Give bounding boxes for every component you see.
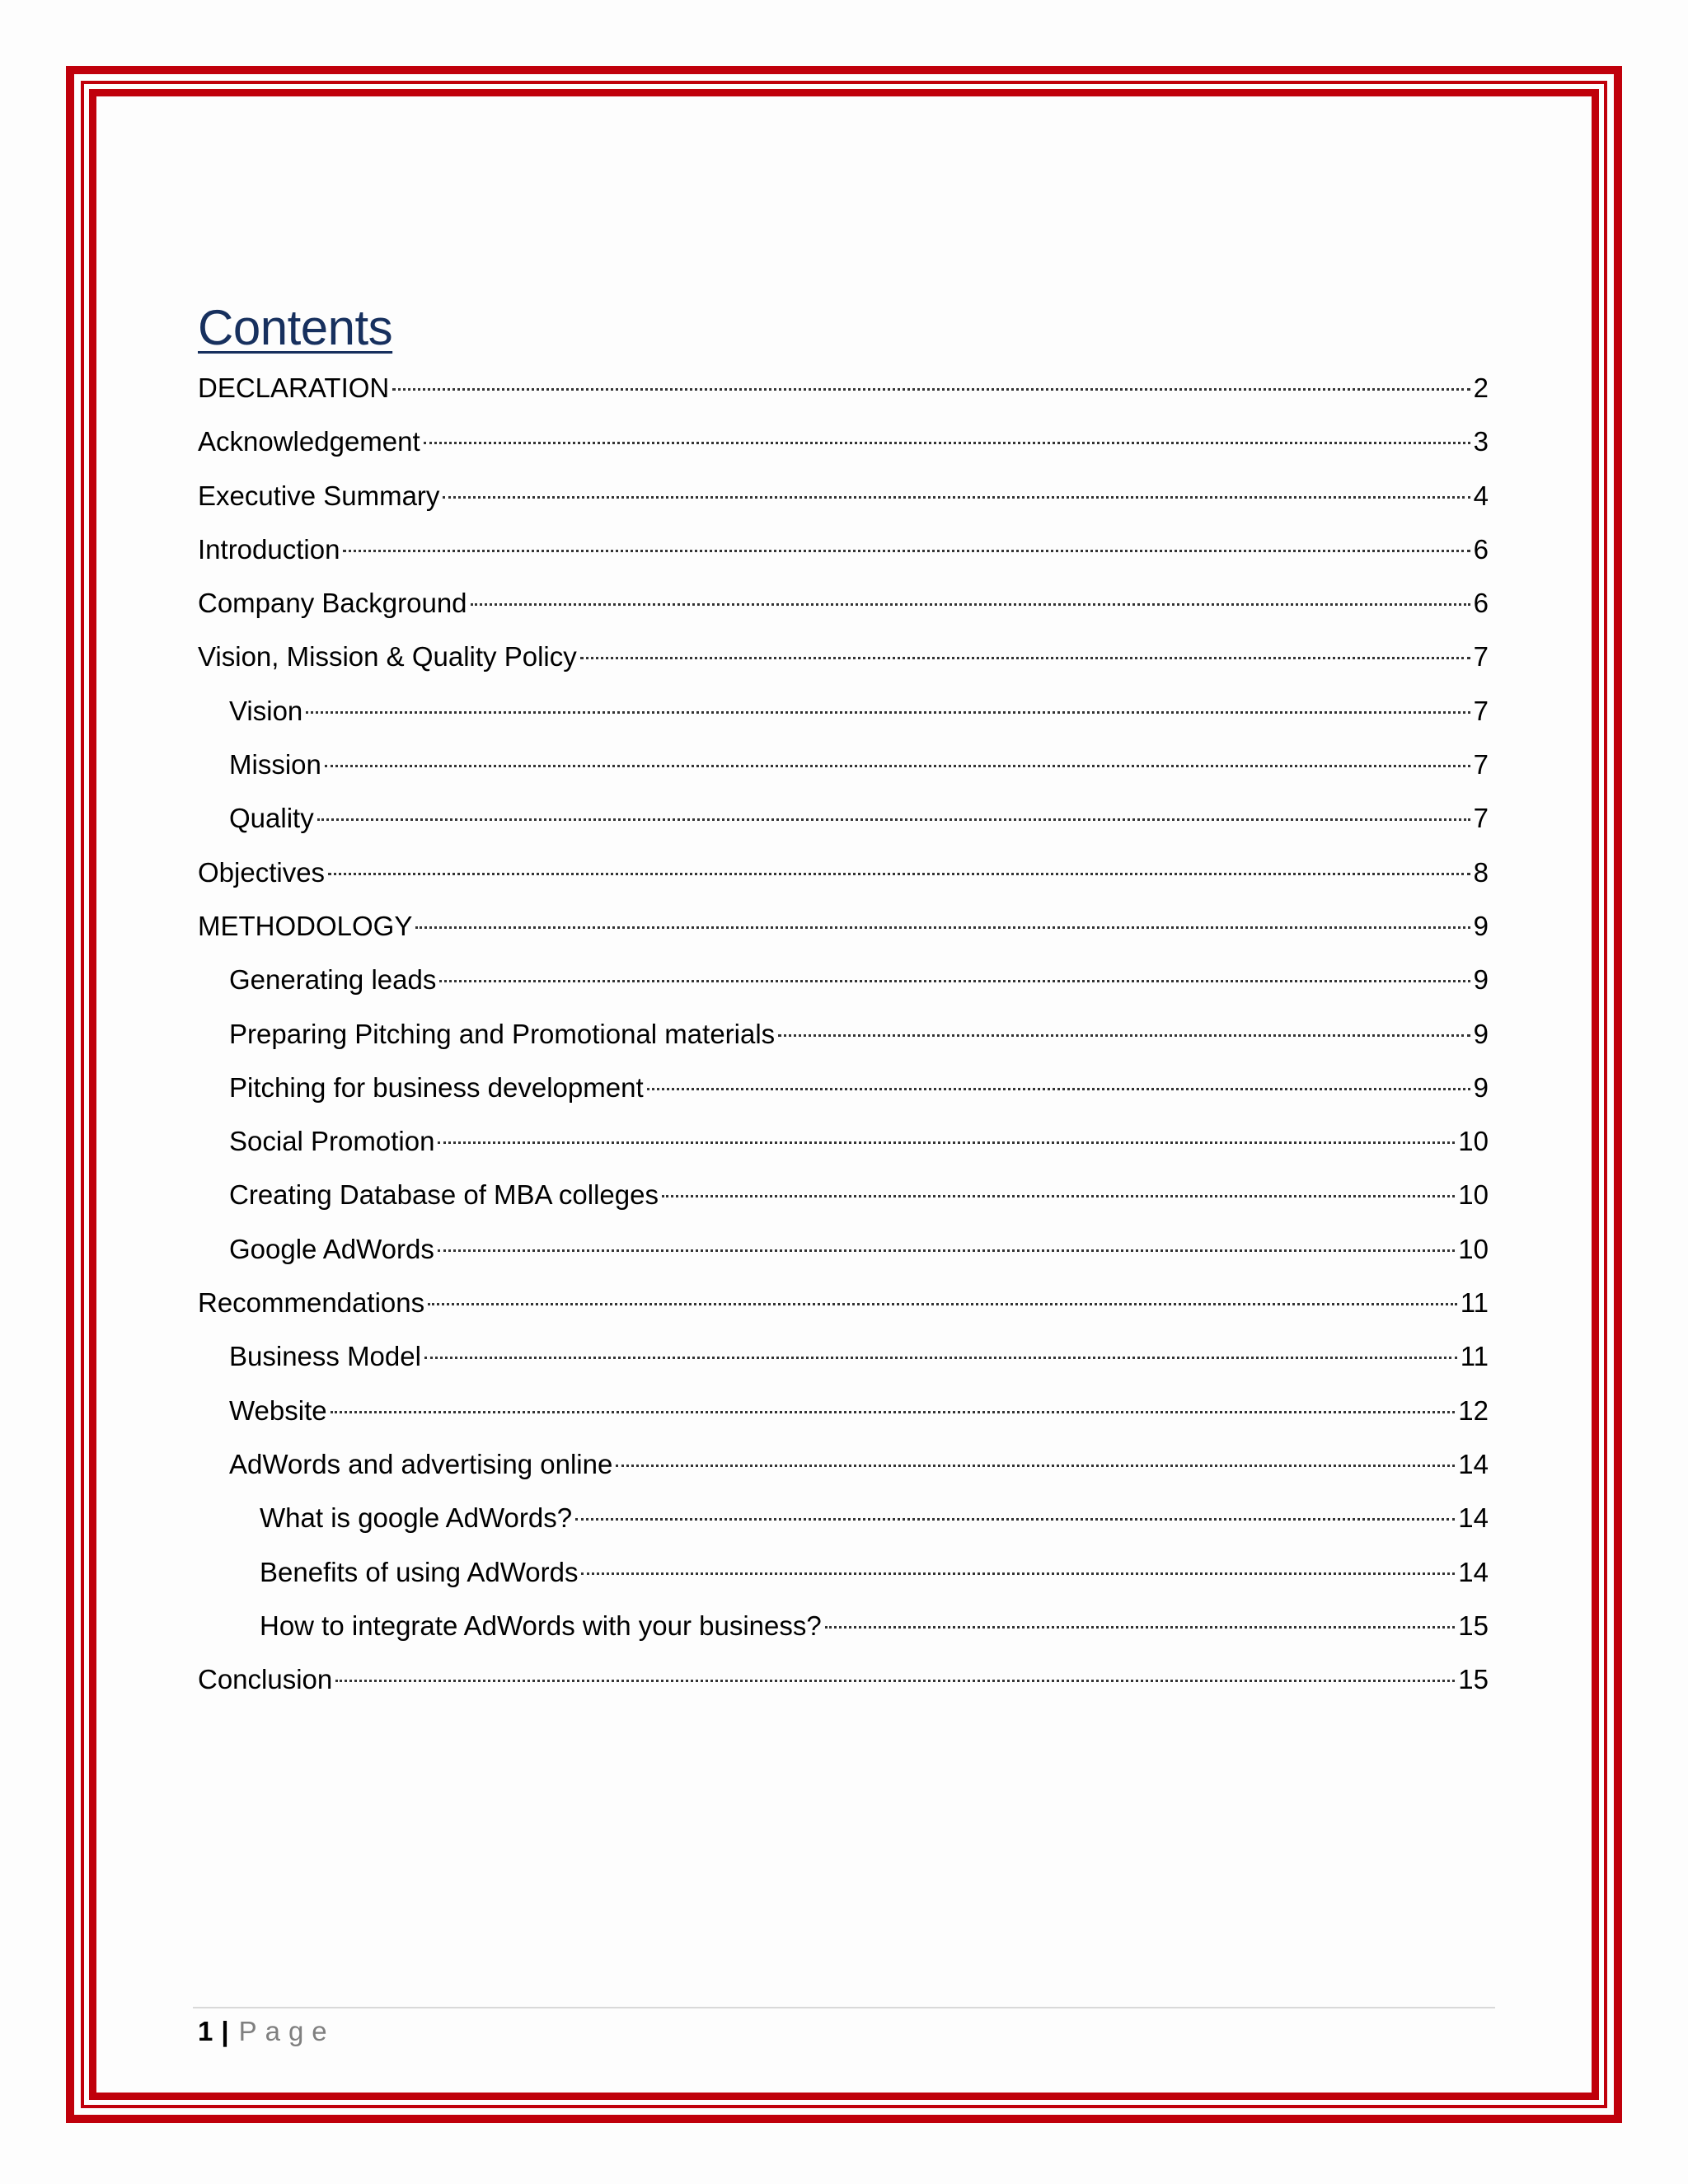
toc-dot-leader (328, 873, 1470, 875)
toc-entry-label: Vision, Mission & Quality Policy (198, 641, 577, 673)
toc-entry-page-number: 7 (1473, 695, 1489, 726)
toc-dot-leader (325, 765, 1470, 767)
toc-entry-label: Creating Database of MBA colleges (229, 1179, 659, 1211)
toc-entry-page-number: 9 (1473, 1018, 1489, 1049)
toc-dot-leader (343, 550, 1470, 552)
toc-entry-page-number: 15 (1458, 1664, 1489, 1695)
table-of-contents (198, 364, 1489, 1709)
toc-entry-page-number: 7 (1473, 749, 1489, 780)
toc-entry-page-number: 10 (1458, 1126, 1489, 1157)
toc-dot-leader (439, 980, 1470, 982)
toc-entry[interactable] (198, 579, 1489, 633)
toc-entry-label: Introduction (198, 533, 340, 565)
toc-dot-leader (581, 1572, 1455, 1575)
toc-entry[interactable] (198, 1549, 1489, 1602)
toc-dot-leader (443, 496, 1470, 499)
toc-entry-page-number: 7 (1473, 641, 1489, 673)
toc-entry-page-number: 10 (1458, 1233, 1489, 1264)
toc-dot-leader (331, 1411, 1456, 1413)
toc-entry-label: Vision (229, 695, 303, 726)
toc-entry[interactable] (198, 1171, 1489, 1225)
toc-entry[interactable] (198, 1118, 1489, 1171)
toc-entry-page-number: 14 (1458, 1448, 1489, 1479)
toc-dot-leader (438, 1249, 1455, 1252)
toc-entry-page-number: 7 (1473, 803, 1489, 834)
toc-dot-leader (662, 1195, 1455, 1197)
toc-entry-label: Conclusion (198, 1664, 333, 1695)
toc-entry-label: METHODOLOGY (198, 910, 413, 941)
toc-entry[interactable] (198, 741, 1489, 794)
toc-entry-page-number: 11 (1460, 1341, 1489, 1372)
toc-dot-leader (438, 1141, 1455, 1144)
toc-entry-label: Benefits of using AdWords (260, 1556, 579, 1587)
toc-entry[interactable] (198, 472, 1489, 526)
toc-entry[interactable] (198, 1226, 1489, 1279)
footer-page-number: 1 (198, 2016, 213, 2046)
toc-dot-leader (647, 1088, 1470, 1090)
toc-dot-leader (616, 1465, 1455, 1467)
toc-dot-leader (575, 1518, 1455, 1521)
footer-divider (193, 2007, 1495, 2008)
toc-entry-label: Pitching for business development (229, 1071, 644, 1103)
toc-entry-label: Generating leads (229, 964, 437, 996)
toc-entry-label: Objectives (198, 856, 326, 888)
toc-dot-leader (424, 1357, 1457, 1359)
toc-entry-page-number: 9 (1473, 964, 1489, 996)
toc-dot-leader (317, 818, 1470, 821)
toc-entry-label: AdWords and advertising online (229, 1448, 613, 1479)
toc-entry-page-number: 3 (1473, 426, 1489, 457)
toc-entry-label: Quality (229, 803, 314, 834)
toc-entry[interactable] (198, 687, 1489, 741)
footer-page-label: Page (238, 2016, 335, 2046)
toc-dot-leader (825, 1626, 1456, 1629)
toc-entry-page-number: 12 (1458, 1394, 1489, 1426)
toc-entry-label: Mission (229, 749, 321, 780)
toc-dot-leader (415, 926, 1470, 929)
toc-entry[interactable] (198, 1010, 1489, 1064)
toc-dot-leader (580, 657, 1470, 659)
toc-entry[interactable] (198, 418, 1489, 471)
toc-dot-leader (424, 442, 1470, 444)
toc-entry[interactable] (198, 1387, 1489, 1441)
toc-entry-page-number: 6 (1473, 588, 1489, 619)
toc-entry[interactable] (198, 364, 1489, 418)
toc-entry[interactable] (198, 849, 1489, 902)
toc-entry-label: How to integrate AdWords with your business? (260, 1610, 822, 1641)
footer-separator: | (221, 2016, 229, 2046)
toc-entry[interactable] (198, 1333, 1489, 1386)
toc-entry-page-number: 14 (1458, 1502, 1489, 1534)
toc-dot-leader (471, 603, 1470, 606)
toc-entry-label: Executive Summary (198, 480, 440, 511)
toc-dot-leader (778, 1034, 1470, 1037)
toc-entry[interactable] (198, 956, 1489, 1010)
toc-entry-page-number: 14 (1458, 1556, 1489, 1587)
toc-entry[interactable] (198, 1064, 1489, 1118)
toc-entry[interactable] (198, 1441, 1489, 1494)
toc-dot-leader (392, 388, 1470, 391)
toc-entry-label: Acknowledgement (198, 426, 420, 457)
toc-entry-label: Preparing Pitching and Promotional materials (229, 1018, 776, 1049)
contents-heading: Contents (198, 300, 393, 355)
toc-entry[interactable] (198, 1656, 1489, 1709)
toc-entry[interactable] (198, 526, 1489, 579)
toc-dot-leader (306, 711, 1470, 714)
toc-dot-leader (335, 1680, 1455, 1682)
toc-entry-page-number: 9 (1473, 910, 1489, 941)
toc-entry-page-number: 4 (1473, 480, 1489, 511)
toc-entry-label: What is google AdWords? (260, 1502, 573, 1534)
toc-entry[interactable] (198, 1279, 1489, 1333)
page-footer (198, 2011, 335, 2052)
toc-entry[interactable] (198, 1602, 1489, 1656)
toc-entry-page-number: 2 (1473, 373, 1489, 403)
toc-entry-page-number: 8 (1473, 856, 1489, 888)
toc-entry-label: Company Background (198, 588, 467, 619)
toc-entry[interactable] (198, 1494, 1489, 1548)
toc-entry-page-number: 11 (1460, 1287, 1489, 1319)
toc-entry-label: Recommendations (198, 1287, 425, 1319)
toc-entry-page-number: 6 (1473, 533, 1489, 565)
toc-dot-leader (428, 1303, 1457, 1305)
toc-entry[interactable] (198, 633, 1489, 687)
toc-entry-page-number: 15 (1458, 1610, 1489, 1641)
toc-entry[interactable] (198, 902, 1489, 956)
toc-entry-label: Business Model (229, 1341, 421, 1372)
toc-entry-label: Website (229, 1394, 327, 1426)
toc-entry-page-number: 9 (1473, 1071, 1489, 1103)
toc-entry-label: DECLARATION (198, 373, 390, 403)
toc-entry[interactable] (198, 794, 1489, 848)
toc-entry-page-number: 10 (1458, 1179, 1489, 1211)
toc-entry-label: Social Promotion (229, 1126, 435, 1157)
toc-entry-label: Google AdWords (229, 1233, 434, 1264)
